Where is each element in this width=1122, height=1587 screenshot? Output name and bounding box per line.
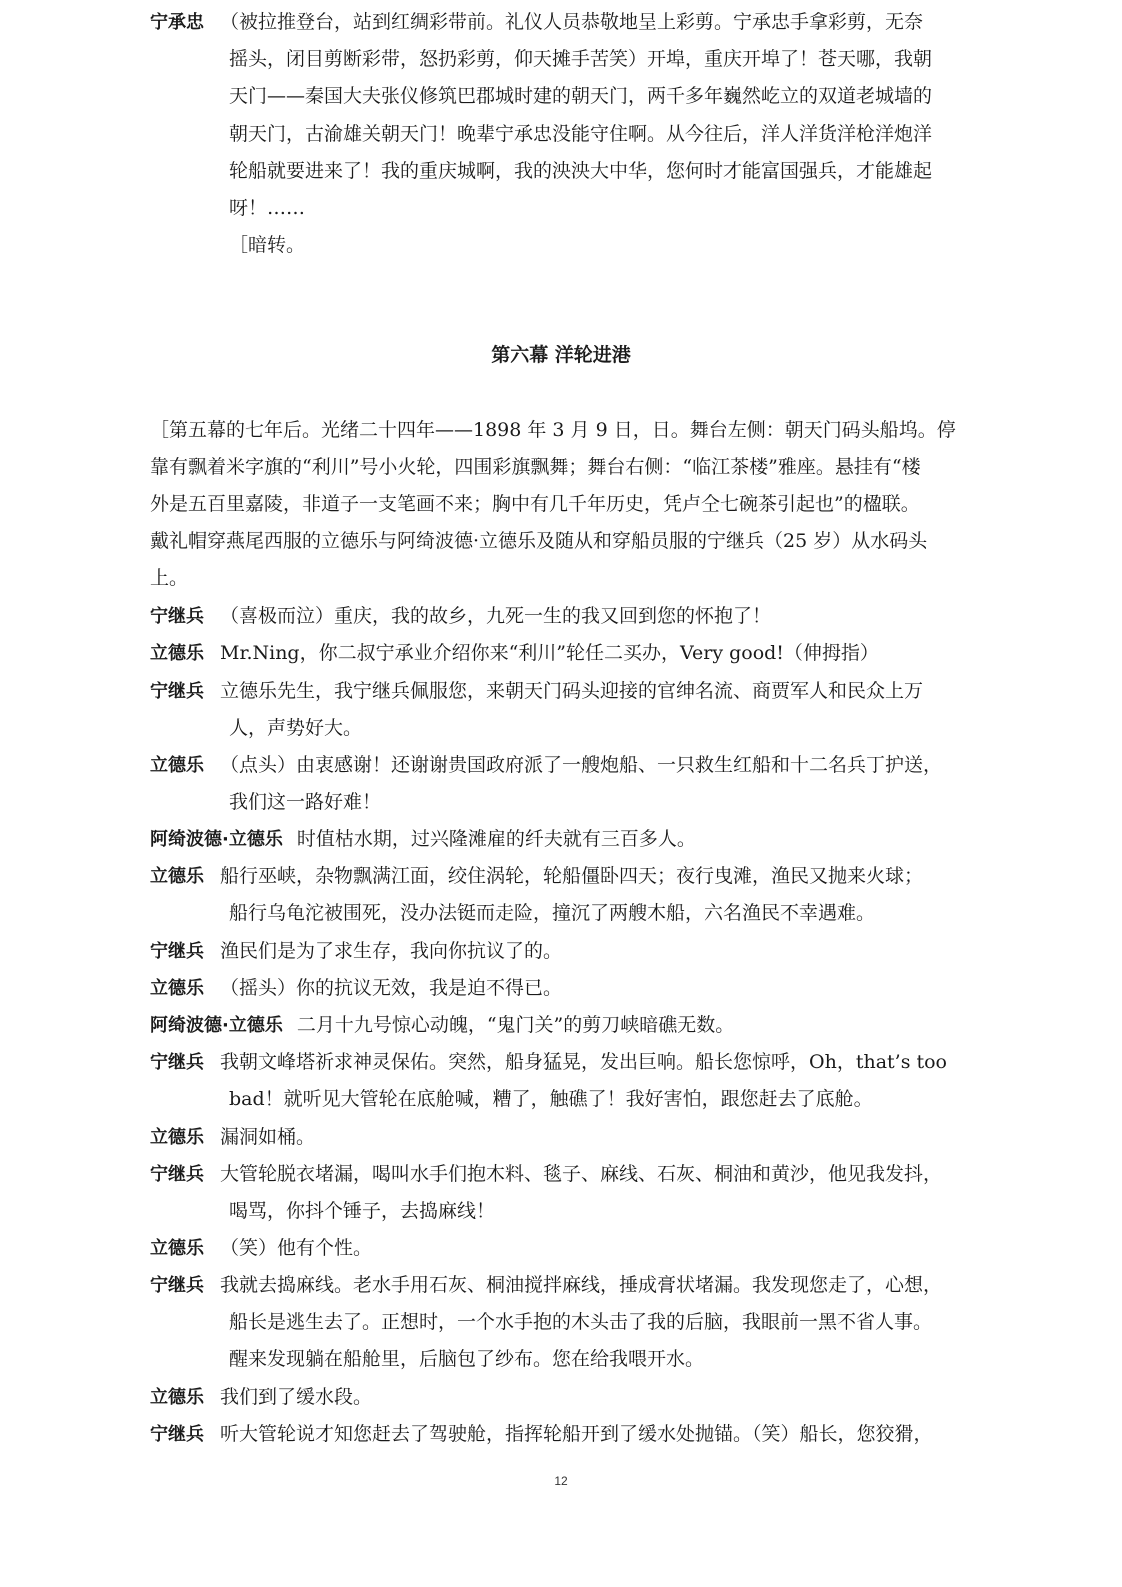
- dialogue-line: [150, 10, 923, 34]
- dialogue-text: 渔民们是为了求生存，我向你抗议了的。: [220, 940, 563, 962]
- scene-intro-line: 外是五百里嘉陵，非道子一支笔画不来；胸中有几千年历史，凭卢仝七碗茶引起也”的楹联。: [150, 493, 920, 515]
- speaker-name: 立德乐: [150, 755, 204, 776]
- dialogue-line: [150, 641, 879, 665]
- speaker-name: 立德乐: [150, 1127, 204, 1148]
- dialogue-continuation: 呀！……: [229, 197, 306, 219]
- dialogue-continuation: bad！就听见大管轮在底舱喊，糟了，触礁了！我好害怕，跟您赶去了底舱。: [229, 1088, 873, 1110]
- speaker-name: 立德乐: [150, 866, 204, 887]
- dialogue-line: [150, 1162, 942, 1186]
- dialogue-continuation: 喝骂，你抖个锤子，去捣麻线！: [229, 1200, 496, 1222]
- dialogue-continuation: 天门——秦国大夫张仪修筑巴郡城时建的朝天门，两千多年巍然屹立的双道老城墙的: [229, 85, 933, 107]
- stage-direction: ［暗转。: [229, 234, 306, 256]
- dialogue-text: 二月十九号惊心动魄，“鬼门关”的剪刀峡暗礁无数。: [296, 1014, 735, 1036]
- dialogue-text: 船行巫峡，杂物飘满江面，绞住涡轮，轮船僵卧四天；夜行曳滩，渔民又抛来火球；: [220, 865, 924, 887]
- speaker-name: 宁继兵: [150, 681, 204, 702]
- dialogue-line: [150, 1236, 372, 1260]
- dialogue-line: [150, 1273, 942, 1297]
- scene-title: 第六幕 洋轮进港: [491, 344, 631, 366]
- dialogue-text: 立德乐先生，我宁继兵佩服您，来朝天门码头迎接的官绅名流、商贾军人和民众上万: [220, 680, 924, 702]
- dialogue-continuation: 轮船就要进来了！我的重庆城啊，我的泱泱大中华，您何时才能富国强兵，才能雄起: [229, 160, 933, 182]
- dialogue-line: [150, 1013, 734, 1037]
- dialogue-continuation: 醒来发现躺在船舱里，后脑包了纱布。您在给我喂开水。: [229, 1348, 705, 1370]
- speaker-name: 宁继兵: [150, 941, 204, 962]
- scene-intro-line: 戴礼帽穿燕尾西服的立德乐与阿绮波德·立德乐及随从和穿船员服的宁继兵（25 岁）从水码头: [150, 530, 928, 552]
- dialogue-text: 我朝文峰塔祈求神灵保佑。突然，船身猛晃，发出巨响。船长您惊呼，Oh，that’s too: [220, 1051, 947, 1073]
- speaker-name: 立德乐: [150, 1387, 204, 1408]
- dialogue-text: （笑）他有个性。: [220, 1237, 373, 1259]
- dialogue-line: [150, 1125, 315, 1149]
- scene-intro-line: ［第五幕的七年后。光绪二十四年——1898 年 3 月 9 日，日。舞台左侧：朝天门码头船坞。停: [150, 419, 956, 441]
- dialogue-line: [150, 1385, 372, 1409]
- dialogue-continuation: 船行乌龟沱被围死，没办法铤而走险，撞沉了两艘木船，六名渔民不幸遇难。: [229, 902, 876, 924]
- page-number: 12: [554, 1474, 568, 1488]
- speaker-name: 宁承忠: [150, 12, 204, 33]
- speaker-name: 宁继兵: [150, 1275, 204, 1296]
- dialogue-text: 听大管轮说才知您赶去了驾驶舱，指挥轮船开到了缓水处抛锚。（笑）船长，您狡猾，: [220, 1423, 933, 1445]
- dialogue-line: [150, 976, 562, 1000]
- dialogue-text: （摇头）你的抗议无效，我是迫不得已。: [220, 977, 563, 999]
- dialogue-line: [150, 1050, 947, 1074]
- speaker-name: 宁继兵: [150, 606, 204, 627]
- dialogue-line: [150, 679, 923, 703]
- dialogue-text: （被拉推登台，站到红绸彩带前。礼仪人员恭敬地呈上彩剪。宁承忠手拿彩剪，无奈: [220, 11, 924, 33]
- dialogue-line: [150, 1422, 933, 1446]
- dialogue-text: 我就去捣麻线。老水手用石灰、桐油搅拌麻线，捶成膏状堵漏。我发现您走了，心想，: [220, 1274, 943, 1296]
- dialogue-continuation: 摇头，闭目剪断彩带，怒扔彩剪，仰天摊手苦笑）开埠，重庆开埠了！苍天哪，我朝: [229, 48, 933, 70]
- dialogue-continuation: 船长是逃生去了。正想时，一个水手抱的木头击了我的后脑，我眼前一黑不省人事。: [229, 1311, 933, 1333]
- dialogue-text: （喜极而泣）重庆，我的故乡，九死一生的我又回到您的怀抱了！: [220, 605, 772, 627]
- dialogue-text: （点头）由衷感谢！还谢谢贵国政府派了一艘炮船、一只救生红船和十二名兵丁护送，: [220, 754, 943, 776]
- speaker-name: 阿绮波德·立德乐: [150, 1015, 283, 1036]
- speaker-name: 立德乐: [150, 978, 204, 999]
- dialogue-line: [150, 753, 942, 777]
- dialogue-continuation: 朝天门，古渝雄关朝天门！晚辈宁承忠没能守住啊。从今往后，洋人洋货洋枪洋炮洋: [229, 123, 933, 145]
- dialogue-text: 漏洞如桶。: [220, 1126, 316, 1148]
- scene-intro-line: 靠有飘着米字旗的“利川”号小火轮，四围彩旗飘舞；舞台右侧：“临江茶楼”雅座。悬挂有“楼: [150, 456, 921, 478]
- speaker-name: 立德乐: [150, 1238, 204, 1259]
- dialogue-line: [150, 939, 562, 963]
- dialogue-line: [150, 864, 923, 888]
- dialogue-text: 时值枯水期，过兴隆滩雇的纤夫就有三百多人。: [296, 828, 696, 850]
- speaker-name: 立德乐: [150, 643, 204, 664]
- dialogue-continuation: 人，声势好大。: [229, 717, 363, 739]
- speaker-name: 阿绮波德·立德乐: [150, 829, 283, 850]
- speaker-name: 宁继兵: [150, 1164, 204, 1185]
- scene-intro-line: 上。: [150, 567, 189, 589]
- dialogue-line: [150, 604, 771, 628]
- speaker-name: 宁继兵: [150, 1424, 204, 1445]
- dialogue-text: 我们到了缓水段。: [220, 1386, 373, 1408]
- dialogue-text: 大管轮脱衣堵漏，喝叫水手们抱木料、毯子、麻线、石灰、桐油和黄沙，他见我发抖，: [220, 1163, 943, 1185]
- dialogue-text: Mr.Ning，你二叔宁承业介绍你来“利川”轮任二买办，Very good!（伸拇指）: [220, 642, 879, 664]
- dialogue-continuation: 我们这一路好难！: [229, 791, 382, 813]
- dialogue-line: [150, 827, 696, 851]
- speaker-name: 宁继兵: [150, 1052, 204, 1073]
